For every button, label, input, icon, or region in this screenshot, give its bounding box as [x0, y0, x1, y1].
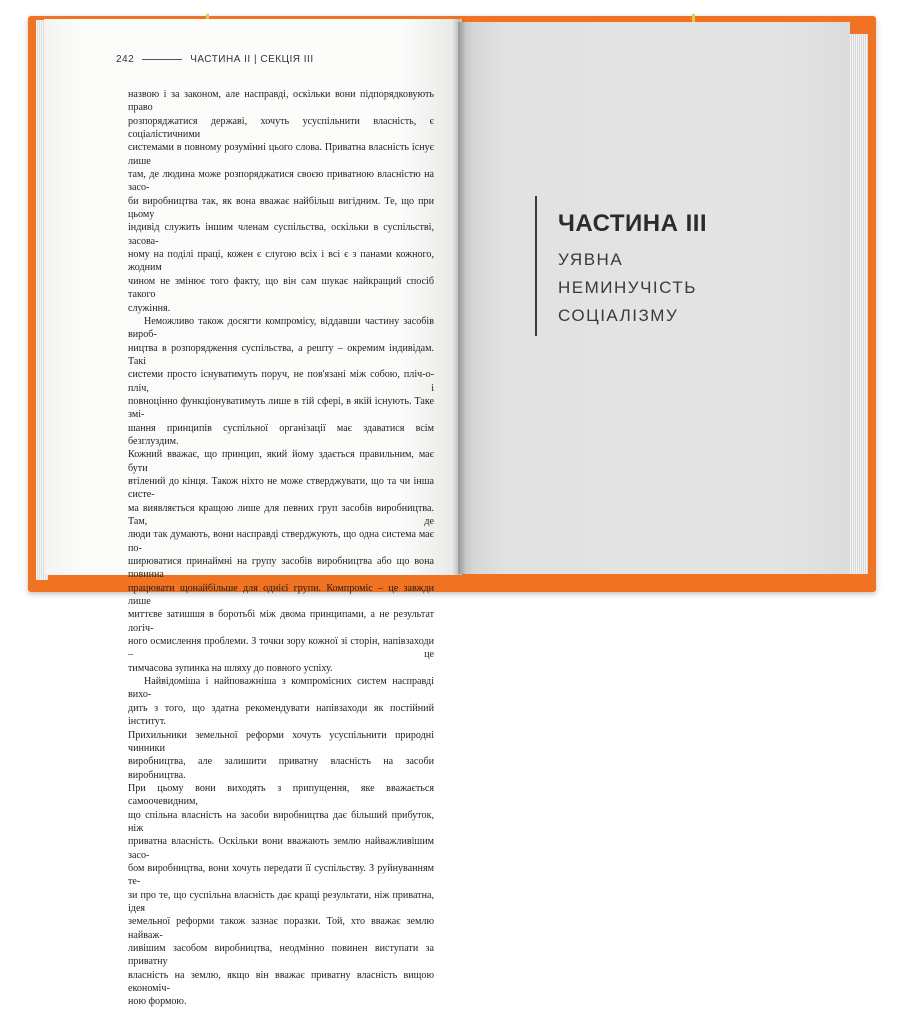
text-line: миттєве затишшя в боротьбі між двома принципами, а не результат логіч-: [128, 609, 434, 634]
text-line: би виробництва так, як вона вважає найбільш вигідним. Те, що при цьому: [128, 195, 434, 221]
text-line: шання принципів суспільної організації має здаватися всім безглуздим.: [128, 422, 434, 447]
body-text: [128, 88, 434, 1009]
text-line: люди так думають, вони насправді стверджують, що одна система має по-: [128, 529, 434, 554]
text-line: Прихильники земельної реформи хочуть усуспільнити природні чинники: [128, 729, 434, 754]
text-line: тимчасова зупинка на шляху до повного успіху.: [128, 662, 333, 674]
text-line: служіння.: [128, 302, 171, 314]
book-gutter: [452, 19, 466, 575]
text-line: індивід служить іншим членам суспільства, оскільки в суспільстві, засова-: [128, 222, 434, 247]
text-line: втілений до кінця. Також ніхто не може стверджувати, що та чи інша систе-: [128, 475, 434, 501]
text-line: чином не змінює того факту, що він сам шукає найкращий спосіб такого: [128, 275, 434, 301]
text-line: приватна власність. Оскільки вони вважають землю найважливішим засо-: [128, 836, 434, 861]
text-line: системами в повному розумінні цього слова. Приватна власність існує лише: [128, 142, 434, 167]
text-line: розпоряджатися державі, хочуть усуспільнити власність, є соціалістичними: [128, 115, 434, 141]
text-line: повноцінно функціонуватимуть лише в тій сфері, в якій існують. Таке змі-: [128, 395, 434, 421]
part-title: ЧАСТИНА III: [558, 210, 708, 237]
text-line: земельної реформи також зазнає поразки. Той, хто вважає землю найваж-: [128, 916, 434, 941]
text-line: ма виявляється кращою лише для певних груп засобів виробництва. Там, де: [128, 502, 434, 527]
text-line: ширюватися принаймні на групу засобів виробництва або що вона повинна: [128, 556, 434, 581]
text-line: там, де людина може розпоряджатися своєю приватною власністю на засо-: [128, 169, 434, 194]
text-line: дить з того, що здатна рекомендувати напівзаходи як постійний інститут.: [128, 702, 434, 728]
text-line: власність на землю, якщо він вважає приватну власність вищою економіч-: [128, 969, 434, 995]
running-head-rule: [142, 59, 182, 60]
text-line: ному на поділі праці, кожен є слугою всіх і всі є з панами кожного, жодним: [128, 249, 434, 274]
part-subtitle-line: НЕМИНУЧІСТЬ: [558, 278, 697, 297]
text-line: бом виробництва, вони хочуть передати її суспільству. З руйнуванням те-: [128, 862, 434, 888]
text-line: працювати щонайбільше для однієї групи. Компроміс – це завжди лише: [128, 582, 434, 608]
part-title-block: [535, 196, 707, 336]
text-line: Кожний вважає, що принцип, який йому здається правильним, має бути: [128, 449, 434, 474]
text-line: Найвідоміша і найповажніша з компромісних систем насправді вихо-: [128, 676, 434, 701]
part-subtitle-line: УЯВНА: [558, 250, 624, 269]
text-line: ливішим засобом виробництва, неодмінно повинен виступати за приватну: [128, 943, 434, 968]
text-line: що спільна власність на засоби виробництва дає більший прибуток, ніж: [128, 809, 434, 834]
text-line: назвою і за законом, але насправді, оскільки вони підпорядковують право: [128, 89, 434, 114]
part-subtitle: [558, 246, 707, 330]
bookmark-ribbon: [692, 14, 695, 22]
text-line: При цьому вони виходять з припущення, яке вважається самоочевидним,: [128, 782, 434, 808]
part-subtitle-line: СОЦІАЛІЗМУ: [558, 306, 679, 325]
text-line: ною формою.: [128, 996, 187, 1008]
running-head: [116, 54, 314, 65]
text-line: виробництва, але залишити приватну власність на засоби виробництва.: [128, 756, 434, 781]
text-line: Неможливо також досягти компромісу, віддавши частину засобів вироб-: [128, 315, 434, 341]
text-line: ного осмислення проблеми. З точки зору кожної зі сторін, напівзаходи – це: [128, 636, 434, 661]
page-number: 242: [116, 54, 135, 65]
running-head-title: ЧАСТИНА II | СЕКЦІЯ III: [190, 54, 314, 65]
text-line: зи про те, що суспільна власність дає кращі результати, ніж приватна, ідея: [128, 889, 434, 914]
text-line: системи просто існуватимуть поруч, не пов'язані між собою, пліч-о-пліч, і: [128, 369, 434, 394]
text-line: ництва в розпорядження суспільства, а решту – окремим індивідам. Такі: [128, 342, 434, 367]
